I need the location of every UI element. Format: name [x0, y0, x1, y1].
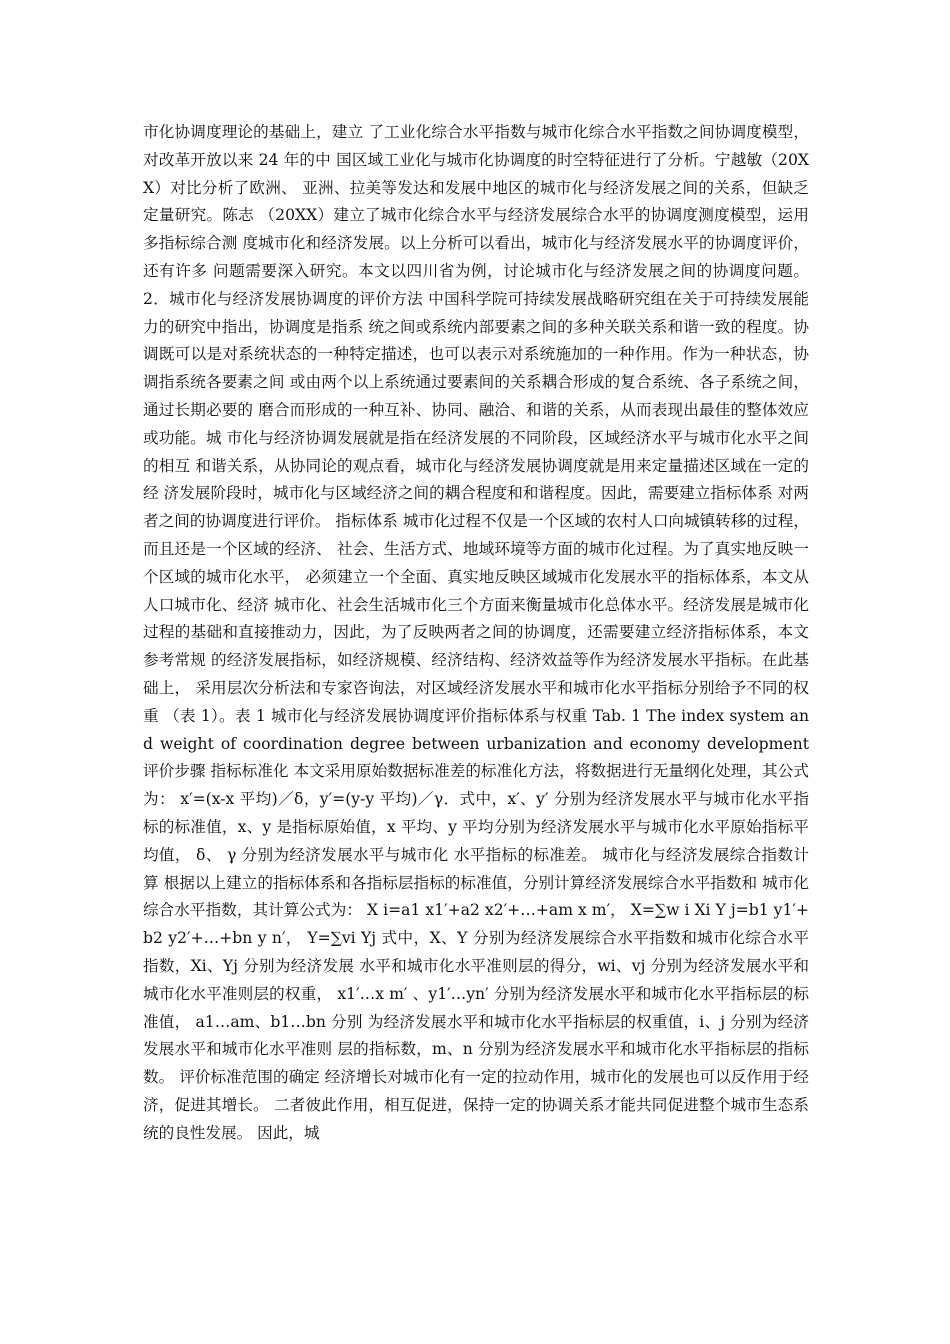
body-paragraph: 市化协调度理论的基础上，建立 了工业化综合水平指数与城市化综合水平指数之间协调度模型，对改革开放以来 24 年的中 国区域工业化与城市化协调度的时空特征进行了分析。宁越敏（20XX）对比分析了欧洲、 亚洲、拉美等发达和发展中地区的城市化与经济发展之间的关系，但缺乏定量研究。陈志 （20XX）建立了城市化综合水平与经济发展综合水平的协调度测度模型，运用多指标综合测 度城市化和经济发展。以上分析可以看出，城市化与经济发展水平的协调度评价，还有许多 问题需要深入研究。本文以四川省为例，讨论城市化与经济发展之间的协调度问题。 2．城市化与经济发展协调度的评价方法 中国科学院可持续发展战略研究组在关于可持续发展能力的研究中指出，协调度是指系 统之间或系统内部要素之间的多种关联关系和谐一致的程度。协调既可以是对系统状态的一种特定描述，也可以表示对系统施加的一种作用。作为一种状态，协调指系统各要素之间 或由两个以上系统通过要素间的关系耦合形成的复合系统、各子系统之间，通过长期必要的 磨合而形成的一种互补、协同、融洽、和谐的关系，从而表现出最佳的整体效应或功能。城 市化与经济协调发展就是指在经济发展的不同阶段，区域经济水平与城市化水平之间的相互 和谐关系，从协同论的观点看，城市化与经济发展协调度就是用来定量描述区域在一定的经 济发展阶段时，城市化与区域经济之间的耦合程度和和谐程度。因此，需要建立指标体系 对两者之间的协调度进行评价。 指标体系 城市化过程不仅是一个区域的农村人口向城镇转移的过程，而且还是一个区域的经济、 社会、生活方式、地域环境等方面的城市化过程。为了真实地反映一个区域的城市化水平， 必须建立一个全面、真实地反映区域城市化发展水平的指标体系，本文从人口城市化、经济 城市化、社会生活城市化三个方面来衡量城市化总体水平。经济发展是城市化过程的基础和直接推动力，因此，为了反映两者之间的协调度，还需要建立经济指标体系，本文参考常规 的经济发展指标，如经济规模、经济结构、经济效益等作为经济发展水平指标。在此基础上， 采用层次分析法和专家咨询法，对区域经济发展水平和城市化水平指标分别给予不同的权重 （表 1）。表 1 城市化与经济发展协调度评价指标体系与权重 Tab. 1 The index system and weight of coordination degree between urbanization and economy development 评价步骤 指标标准化 本文采用原始数据标准差的标准化方法，将数据进行无量纲化处理，其公式为： x′=(x-x 平均)／δ，y′=(y-y 平均)／γ．式中，x′、y′ 分别为经济发展水平与城市化水平指标的标准值，x、y 是指标原始值，x 平均、y 平均分别为经济发展水平与城市化水平原始指标平均值， δ、 γ 分别为经济发展水平与城市化 水平指标的标准差。 城市化与经济发展综合指数计算 根据以上建立的指标体系和各指标层指标的标准值，分别计算经济发展综合水平指数和 城市化综合水平指数，其计算公式为： X i=a1 x1′+a2 x2′+…+am x m′， X=∑w i Xi Y j=b1 y1′+b2 y2′+…+bn y n′， Y=∑vi Yj 式中，X、Y 分别为经济发展综合水平指数和城市化综合水平指数，Xi、Yj 分别为经济发展 水平和城市化水平准则层的得分，wi、vj 分别为经济发展水平和城市化水平准则层的权重， x1′…x m′ 、y1′…yn′ 分别为经济发展水平和城市化水平指标层的标准值， a1…am、b1…bn 分别 为经济发展水平和城市化水平指标层的权重值，i、j 分别为经济发展水平和城市化水平准则 层的指标数，m、n 分别为经济发展水平和城市化水平指标层的指标数。 评价标准范围的确定 经济增长对城市化有一定的拉动作用，城市化的发展也可以反作用于经济，促进其增长。 二者彼此作用，相互促进，保持一定的协调关系才能共同促进整个城市生态系统的良性发展。 因此，城: [143, 123, 809, 1142]
document-page: [143, 119, 809, 1239]
